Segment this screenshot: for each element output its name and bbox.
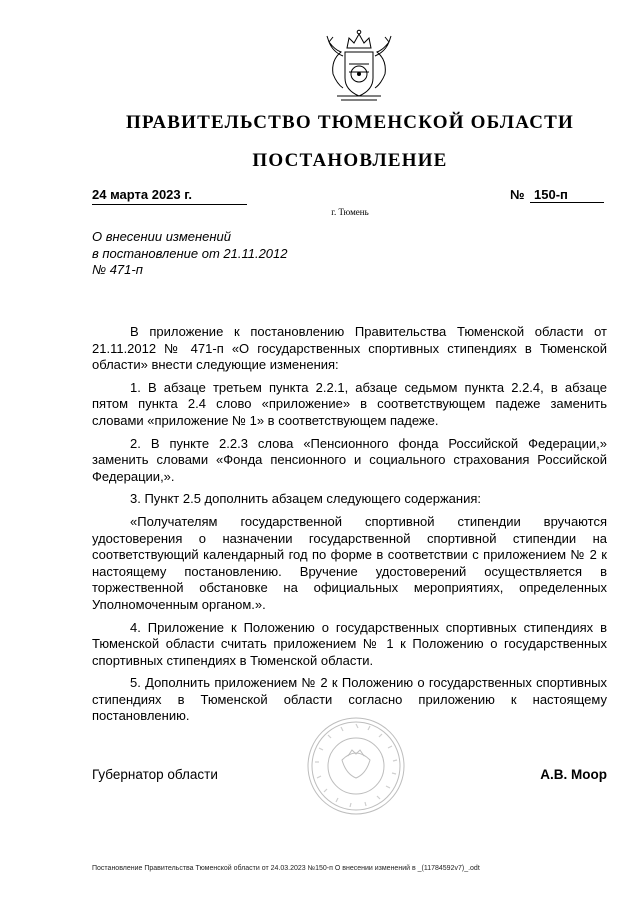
subject-line: № 471-п [92,262,143,277]
official-seal-icon [306,716,406,816]
body-paragraph: 3. Пункт 2.5 дополнить абзацем следующего содержания: [130,491,481,507]
subject-line: О внесении изменений [92,229,231,244]
body-paragraph: 4. Приложение к Положению о государственных спортивных стипендиях в Тюменской области считать приложением № 1 к Положению о государственных спортивных стипендиях в Тюменской области. [92,619,607,668]
body-paragraph: В приложение к постановлению Правительства Тюменской области от 21.11.2012 № 471-п «О государственных спортивных стипендиях в Тюменской области» внести следующие изменения: [92,324,607,373]
city-label: г. Тюмень [331,207,369,217]
subject-line: в постановление от 21.11.2012 [92,245,288,261]
signer-name: А.В. Моор [540,767,607,782]
file-footer: Постановление Правительства Тюменской области от 24.03.2023 №150-п О внесении изменений в _(11784592v7)_.odt [92,865,480,872]
coat-of-arms-icon [319,26,399,108]
number-label: № [510,187,525,202]
body-paragraph: 2. В пункте 2.2.3 слова «Пенсионного фонда Российской Федерации,» заменить словами «Фонда пенсионного и социального страхования Российской Федерации,». [92,435,607,484]
body-paragraph: 5. Дополнить приложением № 2 к Положению о государственных спортивных стипендиях в Тюменской области согласно приложению к настоящему постановлению. [92,675,607,724]
document-type: ПОСТАНОВЛЕНИЕ [252,150,448,171]
document-subject [92,229,288,279]
signer-title: Губернатор области [92,767,218,782]
document-date: 24 марта 2023 г. [92,187,247,205]
document-body [92,324,607,731]
body-paragraph: «Получателям государственной спортивной стипендии вручаются удостоверения о назначении государственной спортивной стипендии на соответствующий календарный год по форме в соответствии с приложением № 2 к настоящему постановлению. Вручение удостоверений осуществляется в торжественной обстановке на официальных мероприятиях, определенных Уполномоченным органом.». [92,513,607,612]
document-number [510,187,605,204]
number-value: 150-п [530,187,604,203]
government-name: ПРАВИТЕЛЬСТВО ТЮМЕНСКОЙ ОБЛАСТИ [125,112,575,133]
body-paragraph: 1. В абзаце третьем пункта 2.2.1, абзаце седьмом пункта 2.2.4, в абзаце пятом пункта 2.4 слово «приложение» в соответствующем падеже заменить словами «приложение № 1» в соответствующем падеже. [92,379,607,428]
